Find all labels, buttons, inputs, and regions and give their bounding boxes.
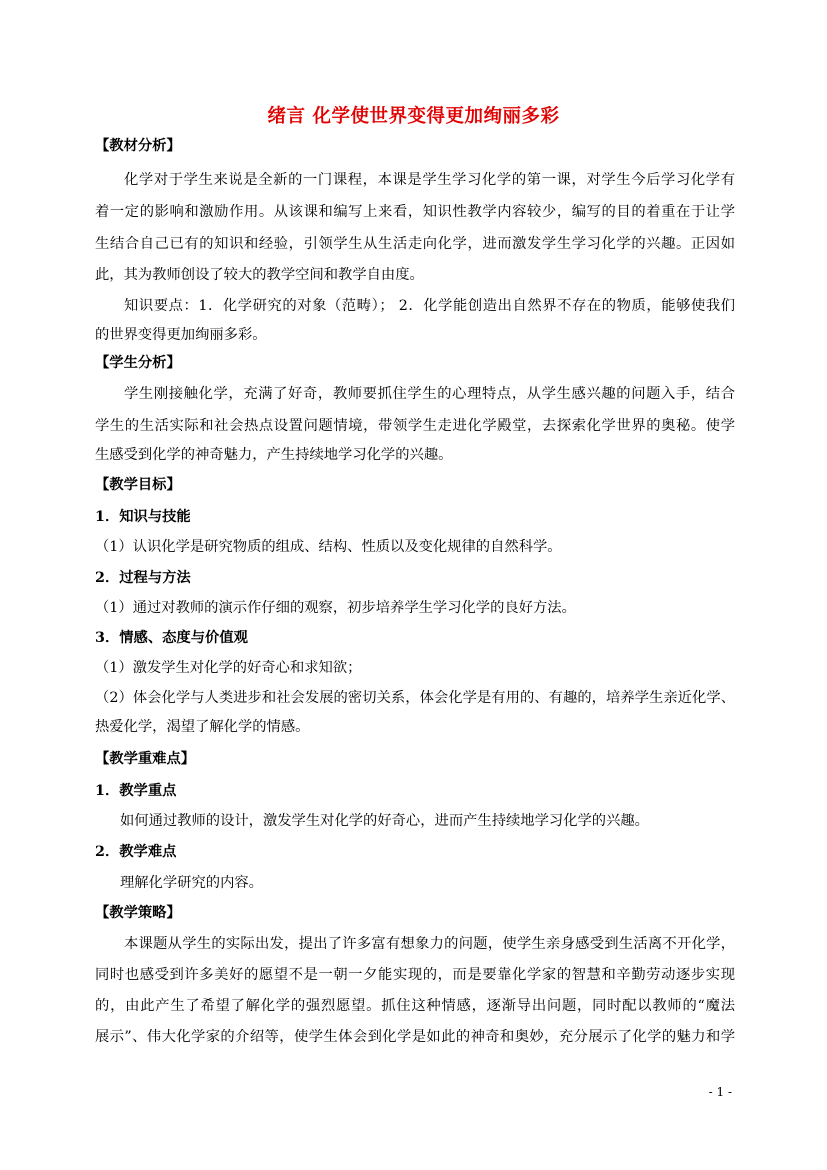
paragraph-line: 学生刚接触化学，充满了好奇，教师要抓住学生的心理特点，从学生感兴趣的问题入手，结合 bbox=[124, 386, 735, 402]
list-item: （1）通过对教师的演示作仔细的观察，初步培养学生学习化学的良好方法。 bbox=[95, 600, 576, 616]
paragraph-line: 如何通过教师的设计，激发学生对化学的好奇心，进而产生持续地学习化学的兴趣。 bbox=[120, 813, 649, 829]
paragraph-line: 的世界变得更加绚丽多彩。 bbox=[95, 327, 267, 343]
paragraph-line: 学生的生活实际和社会热点设置问题情境，带领学生走进化学殿堂，去探索化学世界的奥秘。使学 bbox=[95, 418, 735, 434]
list-item: 热爱化学，渴望了解化学的情感。 bbox=[95, 719, 310, 735]
document-title: 绪言 化学使世界变得更加绚丽多彩 bbox=[267, 106, 560, 127]
subheading-difficult: 2．教学难点 bbox=[95, 844, 177, 860]
paragraph-line: 化学对于学生来说是全新的一门课程，本课是学生学习化学的第一课，对学生今后学习化学有 bbox=[124, 172, 735, 188]
subheading-key: 1．教学重点 bbox=[95, 783, 177, 799]
paragraph-line: 生结合自己已有的知识和经验，引领学生从生活走向化学，进而激发学生学习化学的兴趣。正因如 bbox=[95, 236, 735, 252]
paragraph-line: 着一定的影响和激励作用。从该课和编写上来看，知识性教学内容较少，编写的目的着重在于让学 bbox=[95, 204, 735, 220]
paragraph-line: 理解化学研究的内容。 bbox=[120, 875, 263, 891]
paragraph-line: 展示”、伟大化学家的介绍等，使学生体会到化学是如此的神奇和奥妙，充分展示了化学的魅力和学 bbox=[95, 1029, 735, 1045]
subheading-attitude: 3．情感、态度与价值观 bbox=[95, 630, 248, 646]
paragraph-line: 生感受到化学的神奇魅力，产生持续地学习化学的兴趣。 bbox=[95, 447, 453, 463]
paragraph-line: 知识要点：1．化学研究的对象（范畴）； 2．化学能创造出自然界不存在的物质，能够使我们 bbox=[124, 298, 735, 314]
section-heading-keypoints: 【教学重难点】 bbox=[95, 751, 196, 767]
list-item: （2）体会化学与人类进步和社会发展的密切关系，体会化学是有用的、有趣的，培养学生亲近化学、 bbox=[95, 690, 735, 706]
section-heading-goals: 【教学目标】 bbox=[95, 477, 181, 493]
subheading-process: 2．过程与方法 bbox=[95, 570, 191, 586]
section-heading-analysis: 【教材分析】 bbox=[95, 138, 181, 154]
section-heading-student: 【学生分析】 bbox=[95, 355, 181, 371]
paragraph-line: 此，其为教师创设了较大的教学空间和教学自由度。 bbox=[95, 267, 424, 283]
subheading-knowledge: 1．知识与技能 bbox=[95, 509, 191, 525]
paragraph-line: 的，由此产生了希望了解化学的强烈愿望。抓住这种情感，逐渐导出问题，同时配以教师的“魔法 bbox=[95, 998, 735, 1014]
page-number: - 1 - bbox=[708, 1085, 732, 1099]
paragraph-line: 本课题从学生的实际出发，提出了许多富有想象力的问题，使学生亲身感受到生活离不开化学， bbox=[124, 936, 735, 952]
paragraph-line: 同时也感受到许多美好的愿望不是一朝一夕能实现的，而是要靠化学家的智慧和辛勤劳动逐步实现 bbox=[95, 967, 735, 983]
list-item: （1）激发学生对化学的好奇心和求知欲； bbox=[95, 660, 362, 676]
section-heading-strategy: 【教学策略】 bbox=[95, 905, 181, 921]
list-item: （1）认识化学是研究物质的组成、结构、性质以及变化规律的自然科学。 bbox=[95, 539, 562, 555]
